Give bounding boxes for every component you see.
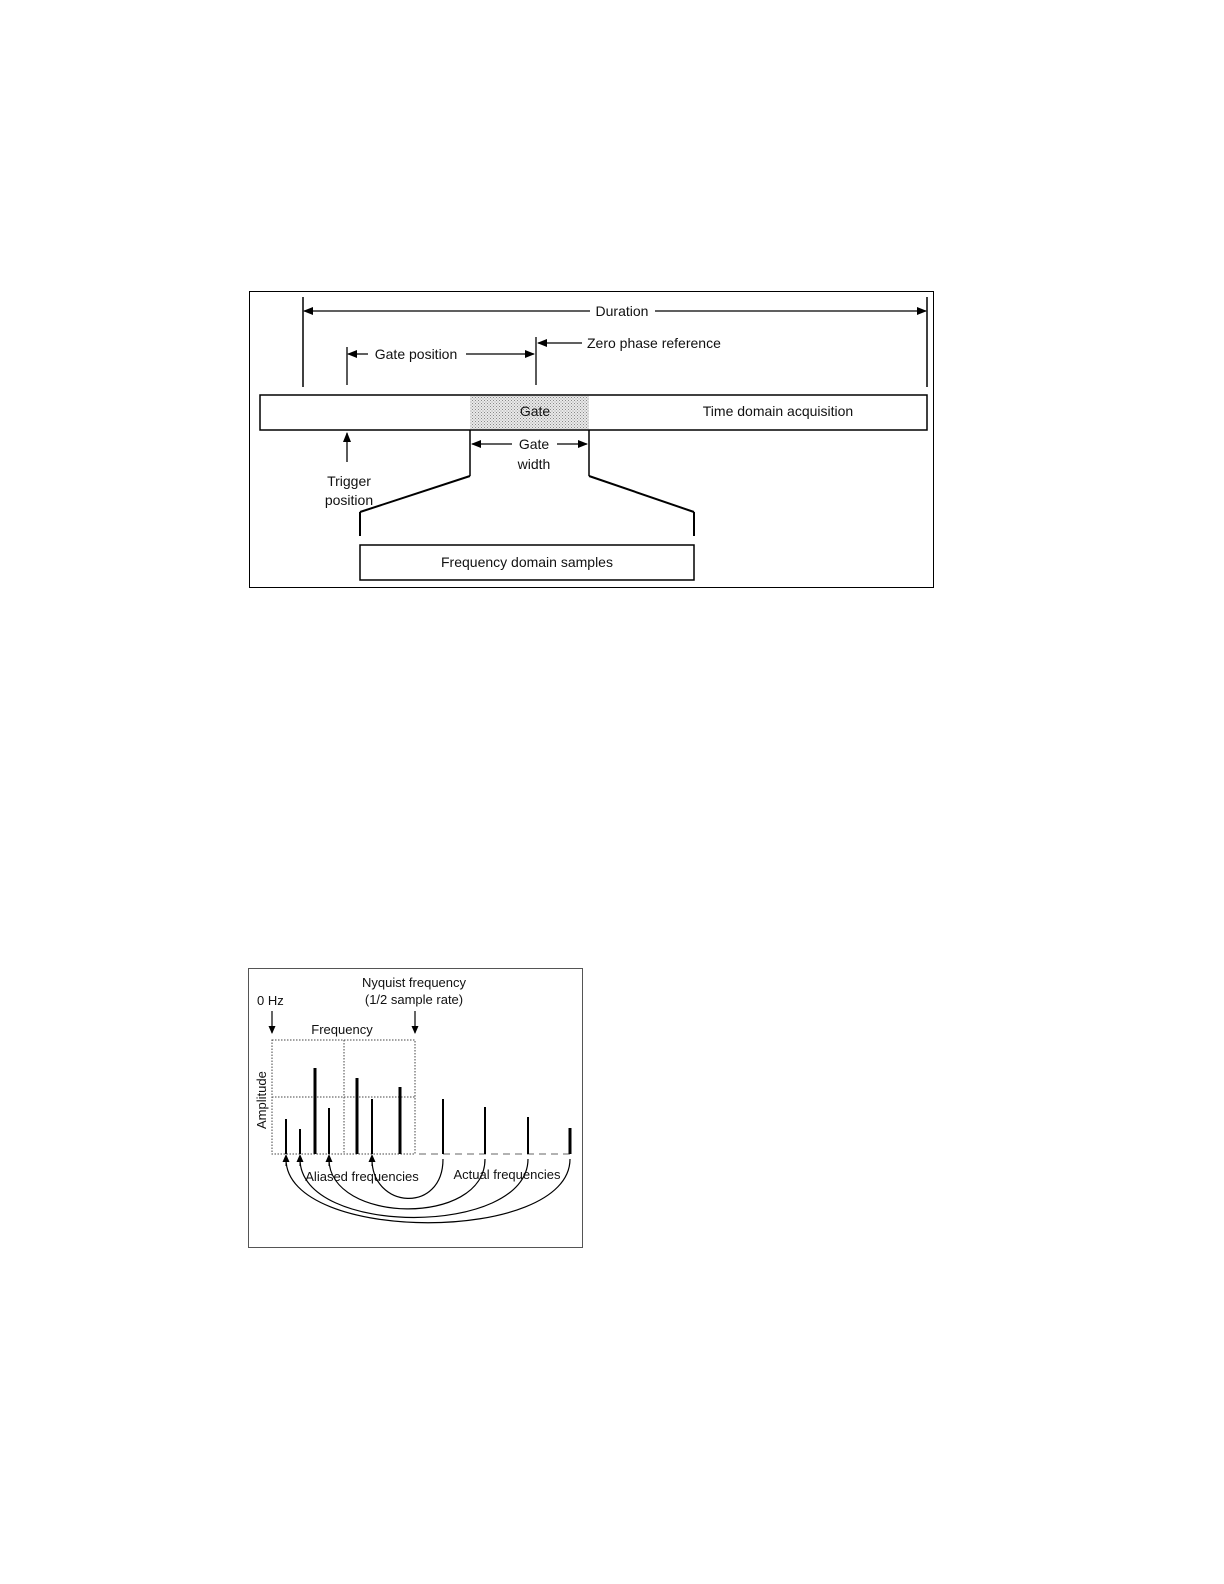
expansion-line-left — [360, 476, 470, 512]
time-domain-label: Time domain acquisition — [702, 403, 854, 419]
gate-label: Gate — [519, 403, 551, 419]
frequency-label: Frequency — [311, 1022, 373, 1037]
nyquist-label-2: (1/2 sample rate) — [364, 992, 464, 1007]
trigger-label-2: position — [324, 492, 374, 508]
duration-label: Duration — [595, 303, 649, 319]
aliasing-diagram-canvas — [249, 969, 584, 1249]
trigger-label-1: Trigger — [327, 473, 371, 489]
frequency-domain-label: Frequency domain samples — [441, 554, 613, 570]
gate-width-label-2: width — [517, 456, 551, 472]
expansion-line-right — [589, 476, 694, 512]
nyquist-label-1: Nyquist frequency — [361, 975, 467, 990]
zero-hz-label: 0 Hz — [257, 993, 284, 1008]
zero-phase-label: Zero phase reference — [587, 335, 721, 351]
aliased-frequencies-label: Aliased frequencies — [305, 1169, 419, 1184]
gate-diagram-canvas — [250, 292, 935, 589]
gate-width-label-1: Gate — [518, 436, 550, 452]
aliasing-diagram — [248, 968, 583, 1248]
gate-position-label: Gate position — [374, 346, 458, 362]
actual-frequencies-label: Actual frequencies — [453, 1167, 561, 1182]
gate-diagram — [249, 291, 934, 588]
amplitude-label: Amplitude — [254, 1071, 269, 1129]
